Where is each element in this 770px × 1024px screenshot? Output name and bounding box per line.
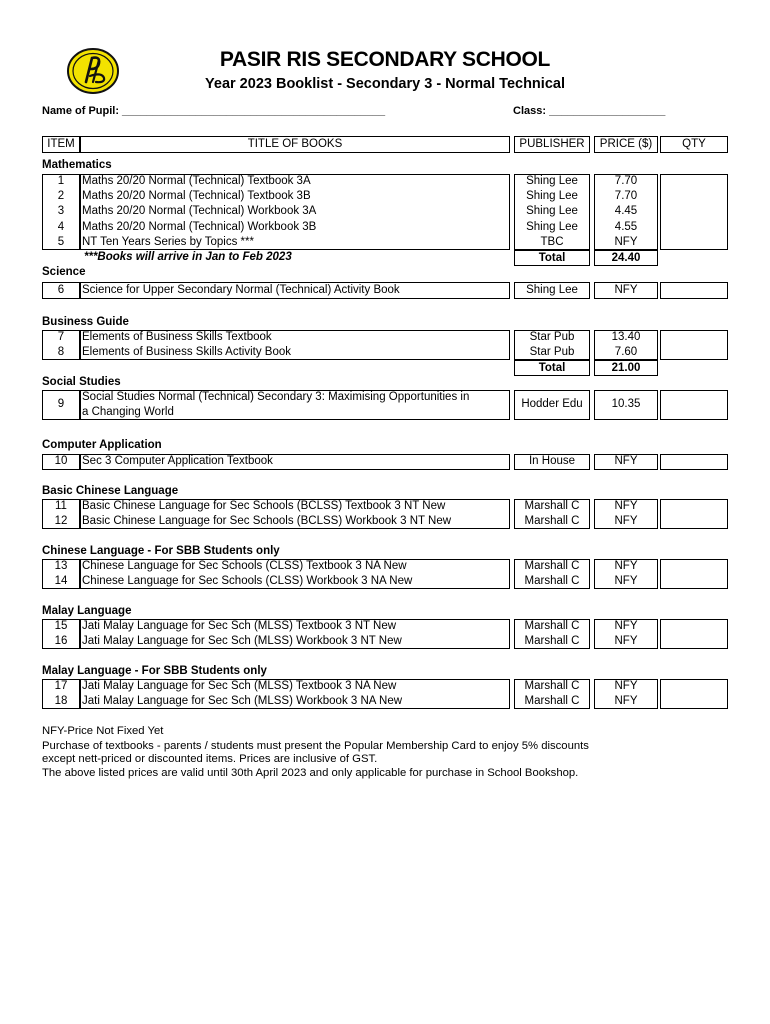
total-price: 21.00 [594,360,658,376]
column-header-price: PRICE ($) [594,136,658,153]
book-publisher: Marshall C [524,680,580,692]
qty-input-box[interactable] [660,174,728,250]
book-publisher: TBC [540,235,564,248]
book-publisher: Marshall C [524,515,580,528]
total-price: 24.40 [594,250,658,266]
book-price: NFY [614,515,638,528]
item-number: 5 [57,235,65,248]
booklist-subtitle: Year 2023 Booklist - Secondary 3 - Normal Technical [205,76,565,92]
book-title: Social Studies Normal (Technical) Secondary 3: Maximising Opportunities in [82,391,470,403]
book-publisher: Marshall C [524,560,580,572]
book-title: Elements of Business Skills Textbook [82,331,272,343]
qty-input-box[interactable] [660,619,728,649]
book-title: Sec 3 Computer Application Textbook [82,455,273,467]
book-title: Chinese Language for Sec Schools (CLSS) Workbook 3 NA New [82,575,413,588]
section-heading: Malay Language - For SBB Students only [42,665,267,677]
book-price: 4.55 [614,220,638,233]
book-title: Jati Malay Language for Sec Sch (MLSS) Textbook 3 NT New [82,620,397,632]
book-publisher: Shing Lee [526,175,578,187]
qty-input-box[interactable] [660,282,728,299]
book-publisher: Shing Lee [526,284,578,296]
book-price: 4.45 [614,205,638,218]
qty-input-box[interactable] [660,499,728,529]
book-title: Jati Malay Language for Sec Sch (MLSS) Workbook 3 NT New [82,635,402,648]
pupil-name-field: Name of Pupil: ___________________________________________ [42,105,386,117]
book-publisher: Shing Lee [526,190,578,203]
book-price: 7.70 [614,175,638,187]
column-header-publisher: PUBLISHER [514,136,590,153]
section-heading: Computer Application [42,439,162,451]
item-number: 3 [57,205,65,218]
item-number: 1 [57,175,65,187]
book-price: NFY [614,284,638,296]
section-heading: Basic Chinese Language [42,485,179,497]
book-price: NFY [614,635,638,648]
section-heading: Malay Language [42,605,132,617]
item-number: 6 [57,284,65,296]
item-number: 13 [54,560,68,572]
book-price: NFY [614,455,638,467]
book-price: NFY [614,560,638,572]
book-title: Maths 20/20 Normal (Technical) Workbook 3B [82,220,317,233]
item-number: 7 [57,331,65,343]
item-number: 17 [54,680,68,692]
item-number: 14 [54,575,68,588]
book-price: 10.35 [611,398,641,410]
item-number: 8 [57,346,65,359]
book-price: NFY [614,620,638,632]
section-heading: Chinese Language - For SBB Students only [42,545,280,557]
total-label: Total [514,360,590,376]
book-price: NFY [614,235,638,248]
book-price: 7.70 [614,190,638,203]
footer-note-validity: The above listed prices are valid until 30th April 2023 and only applicable for purchase in School Bookshop. [42,767,579,779]
book-publisher: Marshall C [524,635,580,648]
qty-input-box[interactable] [660,679,728,709]
total-label: Total [514,250,590,266]
book-publisher: Star Pub [529,346,575,359]
footer-note-gst: except nett-priced or discounted items. Prices are inclusive of GST. [42,753,378,765]
book-publisher: In House [528,455,576,467]
school-name: PASIR RIS SECONDARY SCHOOL [219,48,551,71]
class-field: Class: ___________________ [513,105,666,117]
qty-input-box[interactable] [660,559,728,589]
book-publisher: Shing Lee [526,205,578,218]
book-title: Science for Upper Secondary Normal (Technical) Activity Book [82,284,400,296]
item-number: 10 [54,455,68,467]
book-publisher: Hodder Edu [521,398,583,410]
book-publisher: Marshall C [524,575,580,588]
column-header-item: ITEM [42,136,80,153]
section-heading: Science [42,266,86,278]
book-price: NFY [614,500,638,512]
book-title: Maths 20/20 Normal (Technical) Textbook 3A [82,175,311,187]
delivery-note: ***Books will arrive in Jan to Feb 2023 [84,251,292,263]
section-heading: Business Guide [42,316,129,328]
item-number: 4 [57,220,65,233]
book-price: NFY [614,680,638,692]
book-title: Elements of Business Skills Activity Book [82,346,291,359]
book-publisher: Marshall C [524,695,580,708]
book-title: Maths 20/20 Normal (Technical) Textbook 3B [82,190,311,203]
footer-note-nfy: NFY-Price Not Fixed Yet [42,725,164,737]
book-price: 13.40 [611,331,641,343]
book-title: Jati Malay Language for Sec Sch (MLSS) Textbook 3 NA New [82,680,397,692]
book-title: Jati Malay Language for Sec Sch (MLSS) Workbook 3 NA New [82,695,403,708]
book-title: Basic Chinese Language for Sec Schools (BCLSS) Workbook 3 NT New [82,515,452,528]
item-number: 15 [54,620,68,632]
column-header-title: TITLE OF BOOKS [80,136,510,153]
item-number: 2 [57,190,65,203]
column-header-qty: QTY [660,136,728,153]
item-number: 9 [57,398,65,410]
book-title-continued: a Changing World [82,406,174,418]
item-number: 18 [54,695,68,708]
qty-input-box[interactable] [660,330,728,360]
footer-note-discount: Purchase of textbooks - parents / students must present the Popular Membership Card to enjoy 5% discounts [42,740,589,752]
book-publisher: Star Pub [529,331,575,343]
book-title: Chinese Language for Sec Schools (CLSS) Textbook 3 NA New [82,560,407,572]
school-logo [66,46,120,96]
item-number: 11 [55,500,67,512]
book-title: Maths 20/20 Normal (Technical) Workbook 3A [82,205,317,218]
qty-input-box[interactable] [660,454,728,470]
book-publisher: Marshall C [524,620,580,632]
book-title: NT Ten Years Series by Topics *** [82,235,254,248]
item-number: 12 [54,515,68,528]
book-price: NFY [614,695,638,708]
book-price: 7.60 [614,346,638,359]
book-price: NFY [614,575,638,588]
book-title: Basic Chinese Language for Sec Schools (BCLSS) Textbook 3 NT New [82,500,446,512]
section-heading: Social Studies [42,376,121,388]
item-number: 16 [54,635,68,648]
qty-input-box[interactable] [660,390,728,420]
book-publisher: Marshall C [524,500,580,512]
section-heading: Mathematics [42,159,112,171]
book-publisher: Shing Lee [526,220,578,233]
